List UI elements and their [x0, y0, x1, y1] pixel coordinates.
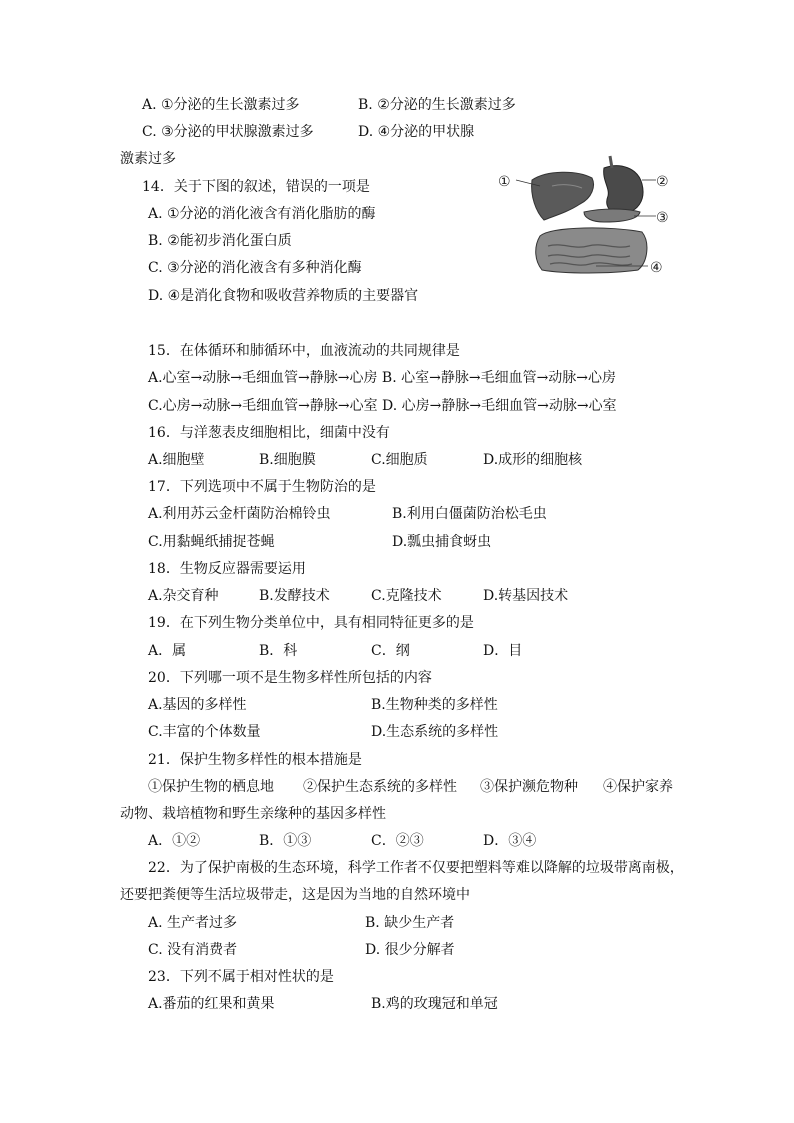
q17-option-c: C.用黏蝇纸捕捉苍蝇 [148, 534, 275, 550]
figure-label-3: ③ [656, 210, 669, 226]
figure-label-2: ② [656, 174, 669, 190]
q21-option-c: C．②③ [371, 833, 424, 849]
q14-option-c: C. ③分泌的消化液含有多种消化酶 [148, 260, 362, 276]
q14-option-b: B. ②能初步消化蛋白质 [148, 233, 292, 249]
q20-option-b: B.生物种类的多样性 [371, 697, 498, 713]
q17-option-d: D.瓢虫捕食蚜虫 [392, 534, 492, 550]
q21-choice-3: ③保护濒危物种 [480, 779, 578, 795]
digestive-organs-icon [492, 150, 674, 276]
figure-label-1: ① [498, 174, 511, 190]
q13-option-a: A. ①分泌的生长激素过多 [142, 97, 300, 113]
q22-option-c: C. 没有消费者 [148, 942, 238, 958]
q19-option-b: B．科 [259, 643, 298, 659]
q21-option-d: D．③④ [483, 833, 537, 849]
q23-stem: 23．下列不属于相对性状的是 [148, 969, 334, 985]
q18-option-b: B.发酵技术 [259, 588, 330, 604]
q22-option-d: D. 很少分解者 [365, 942, 455, 958]
q13-option-d-continued: 激素过多 [120, 151, 176, 167]
q20-option-d: D.生态系统的多样性 [371, 724, 499, 740]
q20-stem: 20．下列哪一项不是生物多样性所包括的内容 [148, 670, 432, 686]
q23-option-b: B.鸡的玫瑰冠和单冠 [371, 996, 498, 1012]
q16-option-d: D.成形的细胞核 [483, 452, 583, 468]
q22-stem: 22．为了保护南极的生态环境，科学工作者不仅要把塑料等难以降解的垃圾带离南极， [148, 860, 684, 876]
q18-option-d: D.转基因技术 [483, 588, 569, 604]
q18-option-c: C.克隆技术 [371, 588, 442, 604]
q13-option-d: D. ④分泌的甲状腺 [358, 124, 475, 140]
q14-option-d: D. ④是消化食物和吸收营养物质的主要器官 [148, 288, 419, 304]
q19-option-d: D．目 [483, 643, 523, 659]
q22-stem-continued: 还要把粪便等生活垃圾带走，这是因为当地的自然环境中 [120, 887, 470, 903]
q21-option-a: A．①② [148, 833, 201, 849]
q21-option-b: B．①③ [259, 833, 312, 849]
q21-choice-4-continued: 动物、栽培植物和野生亲缘种的基因多样性 [120, 806, 386, 822]
q21-choice-4: ④保护家养 [603, 779, 673, 795]
q17-stem: 17．下列选项中不属于生物防治的是 [148, 479, 376, 495]
q22-option-a: A. 生产者过多 [148, 915, 238, 931]
q19-stem: 19．在下列生物分类单位中，具有相同特征更多的是 [148, 615, 474, 631]
q16-stem: 16．与洋葱表皮细胞相比，细菌中没有 [148, 425, 390, 441]
q15-stem: 15．在体循环和肺循环中，血液流动的共同规律是 [148, 343, 460, 359]
q14-option-a: A. ①分泌的消化液含有消化脂肪的酶 [148, 206, 376, 222]
q17-option-b: B.利用白僵菌防治松毛虫 [392, 506, 547, 522]
digestive-organs-figure [492, 150, 674, 276]
q20-option-a: A.基因的多样性 [148, 697, 247, 713]
q16-option-c: C.细胞质 [371, 452, 428, 468]
q16-option-b: B.细胞膜 [259, 452, 316, 468]
q15-options-cd: C.心房→动脉→毛细血管→静脉→心室 D. 心房→静脉→毛细血管→动脉→心室 [148, 398, 617, 414]
q20-option-c: C.丰富的个体数量 [148, 724, 261, 740]
q23-option-a: A.番茄的红果和黄果 [148, 996, 275, 1012]
q13-option-b: B. ②分泌的生长激素过多 [358, 97, 516, 113]
q15-options-ab: A.心室→动脉→毛细血管→静脉→心房 B. 心室→静脉→毛细血管→动脉→心房 [148, 370, 617, 386]
q21-choice-2: ②保护生态系统的多样性 [303, 779, 457, 795]
q21-stem: 21．保护生物多样性的根本措施是 [148, 752, 362, 768]
q22-option-b: B. 缺少生产者 [365, 915, 455, 931]
q19-option-c: C．纲 [371, 643, 410, 659]
q16-option-a: A.细胞壁 [148, 452, 205, 468]
q18-stem: 18．生物反应器需要运用 [148, 561, 306, 577]
q21-choice-1: ①保护生物的栖息地 [148, 779, 274, 795]
q14-stem: 14．关于下图的叙述，错误的一项是 [142, 179, 370, 195]
q18-option-a: A.杂交育种 [148, 588, 219, 604]
q17-option-a: A.利用苏云金杆菌防治棉铃虫 [148, 506, 331, 522]
q13-option-c: C. ③分泌的甲状腺激素过多 [142, 124, 314, 140]
q19-option-a: A．属 [148, 643, 187, 659]
figure-label-4: ④ [650, 260, 663, 276]
